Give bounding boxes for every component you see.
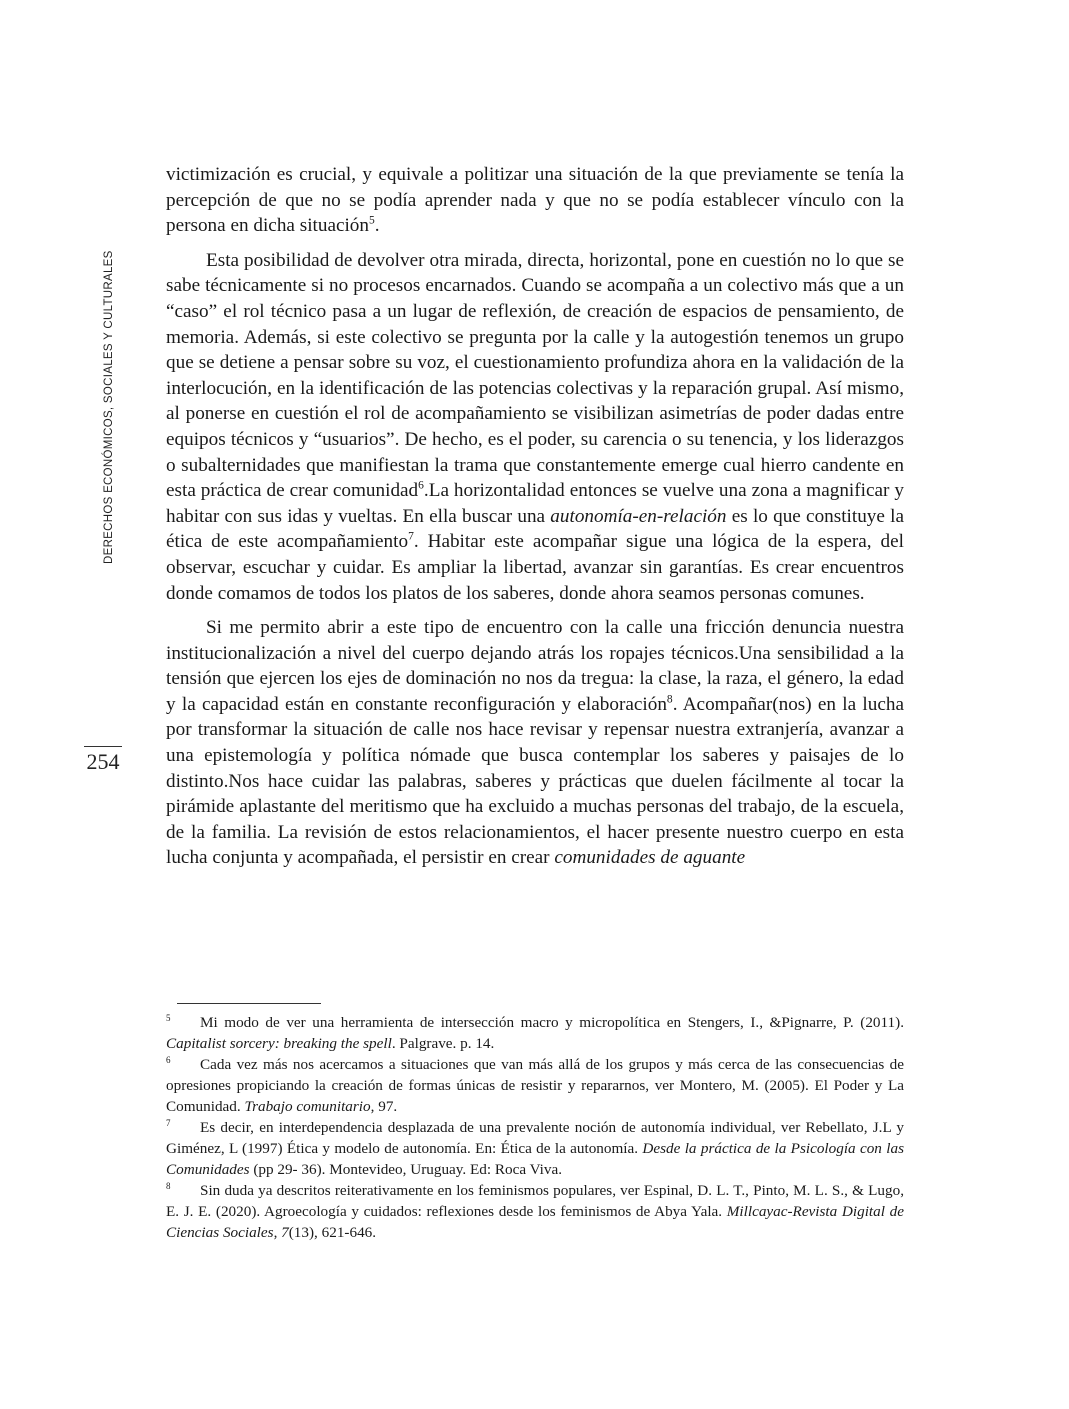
paragraph-text: .La horizontalidad entonces se vuelve una zona a magnificar y habitar con sus idas y vueltas. En ella buscar una — [166, 480, 904, 527]
footnote-item — [166, 1054, 904, 1117]
italic-term: autonomía-en-relación — [550, 505, 727, 527]
footnote-item — [166, 1180, 904, 1243]
footnote-ref: 6 — [418, 479, 424, 492]
footnote-number: 5 — [166, 1013, 171, 1023]
footnote-divider — [177, 1003, 321, 1004]
footnote-item — [166, 1012, 904, 1054]
footnote-item — [166, 1117, 904, 1180]
paragraph-text: Si me permito abrir a este tipo de encuentro con la calle una fricción denuncia nuestra institucionalización a nivel del cuerpo dejando atrás los ropajes técnicos.Una sensibilidad a la tensión que ejercen los ejes de dominación no nos da tregua: la clase, la raza, el género, la edad y la capacidad están en constante reconfiguración y elaboración — [166, 617, 904, 715]
paragraph-3 — [166, 615, 904, 871]
footnote-ref: 5 — [369, 214, 375, 227]
footnotes — [166, 1012, 904, 1243]
footnote-ref: 7 — [408, 530, 414, 543]
paragraph-1 — [166, 162, 904, 239]
footnote-title: Desde la práctica de la Psicología con las Comunidades — [166, 1140, 904, 1178]
paragraph-text: . — [374, 215, 380, 237]
paragraph-text: . Acompañar(nos) en la lucha por transformar la situación de calle nos hace revisar y repensar nuestra extranjería, avanzar a una epistemología y política nómade que busca contemplar los saberes y paisajes de lo distinto.Nos hace cuidar las palabras, saberes y prácticas que duelen fácilmente al tocar la pirámide aplastante del meritismo que ha excluido a muchas personas del trabajo, de la escuela, de la familia. La revisión de estos relacionamientos, el hacer presente nuestro cuerpo en esta lucha conjunta y acompañada, el persistir en crear — [166, 693, 904, 869]
footnote-title: Capitalist sorcery: breaking the spell — [166, 1035, 392, 1052]
footnote-text: Es decir, en interdependencia desplazada de una prevalente noción de autonomía individual, ver Rebellato, J.L y Giménez, L (1997) Ética y modelo de autonomía. En: Ética de la autonomía. — [166, 1119, 904, 1157]
footnote-text: Sin duda ya descritos reiterativamente en los feminismos populares, ver Espinal, D. L. T., Pinto, M. L. S., & Lugo, E. J. E. (2020). Agroecología y cuidados: reflexiones desde los feminismos de Abya Yala. — [166, 1182, 904, 1220]
page-number: 254 — [84, 746, 122, 775]
footnote-ref: 8 — [666, 693, 673, 706]
footnote-text: Cada vez más nos acercamos a situaciones que van más allá de los grupos y más cerca de las consecuencias de opresiones propiciando la creación de formas únicas de resistir y repararnos, ver Montero, M. (2005). El Poder y La Comunidad. — [166, 1056, 904, 1115]
paragraph-text: victimización es crucial, y equivale a politizar una situación de la que previamente se tenía la percepción de que no se podía aprender nada y que no se podía establecer vínculo con la persona en dicha situación — [166, 164, 904, 237]
paragraph-2 — [166, 248, 904, 606]
footnote-number: 6 — [166, 1055, 171, 1065]
footnote-text: (13), 621-646. — [288, 1224, 377, 1241]
footnote-volume: 7 — [281, 1224, 289, 1241]
footnote-number: 8 — [166, 1181, 171, 1191]
footnote-title: Millcayac-Revista Digital de Ciencias Sociales — [166, 1203, 904, 1241]
paragraph-text: . Habitar este acompañar sigue una lógica de la espera, del observar, escuchar y cuidar. Es ampliar la libertad, avanzar sin garantías. Es crear encuentros donde comamos de todos los platos de los saberes, donde ahora seamos personas comunes. — [166, 531, 904, 604]
footnote-text: , 97. — [370, 1098, 398, 1115]
footnote-text: (pp 29- 36). Montevideo, Uruguay. Ed: Roca Viva. — [249, 1161, 563, 1178]
footnote-title: Trabajo comunitario — [244, 1098, 371, 1115]
paragraph-text: es lo que constituye la ética de este acompañamiento — [166, 505, 904, 553]
main-text — [166, 162, 904, 880]
footnote-number: 7 — [166, 1118, 171, 1128]
italic-term: comunidades de aguante — [554, 847, 746, 869]
footnote-text: Mi modo de ver una herramienta de intersección macro y micropolítica en Stengers, I., &Pignarre, P. (2011). — [200, 1014, 904, 1031]
running-head-text: DERECHOS ECONÓMICOS, SOCIALES Y CULTURALES — [103, 250, 115, 564]
footnote-text: , — [273, 1224, 282, 1241]
running-head — [85, 246, 121, 564]
paragraph-text: Esta posibilidad de devolver otra mirada, directa, horizontal, pone en cuestión no lo que se sabe técnicamente si no procesos encarnados. Cuando se acompaña a un colectivo más que a un “caso” el rol técnico pasa a un lugar de reflexión, de creación de espacios de pensamiento, de memoria. Además, si este colectivo se pregunta por la calle y la autogestión tenemos un grupo que se detiene a pensar sobre su voz, el cuestionamiento profundiza ahora en la validación de la interlocución, en la identificación de las potencias colectivas y la reparación grupal. Así mismo, al ponerse en cuestión el rol de acompañamiento se visibilizan asimetrías de poder dadas entre equipos técnicos y “usuarios”. De hecho, es el poder, su carencia o su tenencia, y los liderazgos o subalternidades que manifiestan la trama que constantemente emerge cual hierro candente en esta práctica de crear comunidad — [166, 249, 904, 502]
footnote-text: . Palgrave. p. 14. — [391, 1035, 495, 1052]
